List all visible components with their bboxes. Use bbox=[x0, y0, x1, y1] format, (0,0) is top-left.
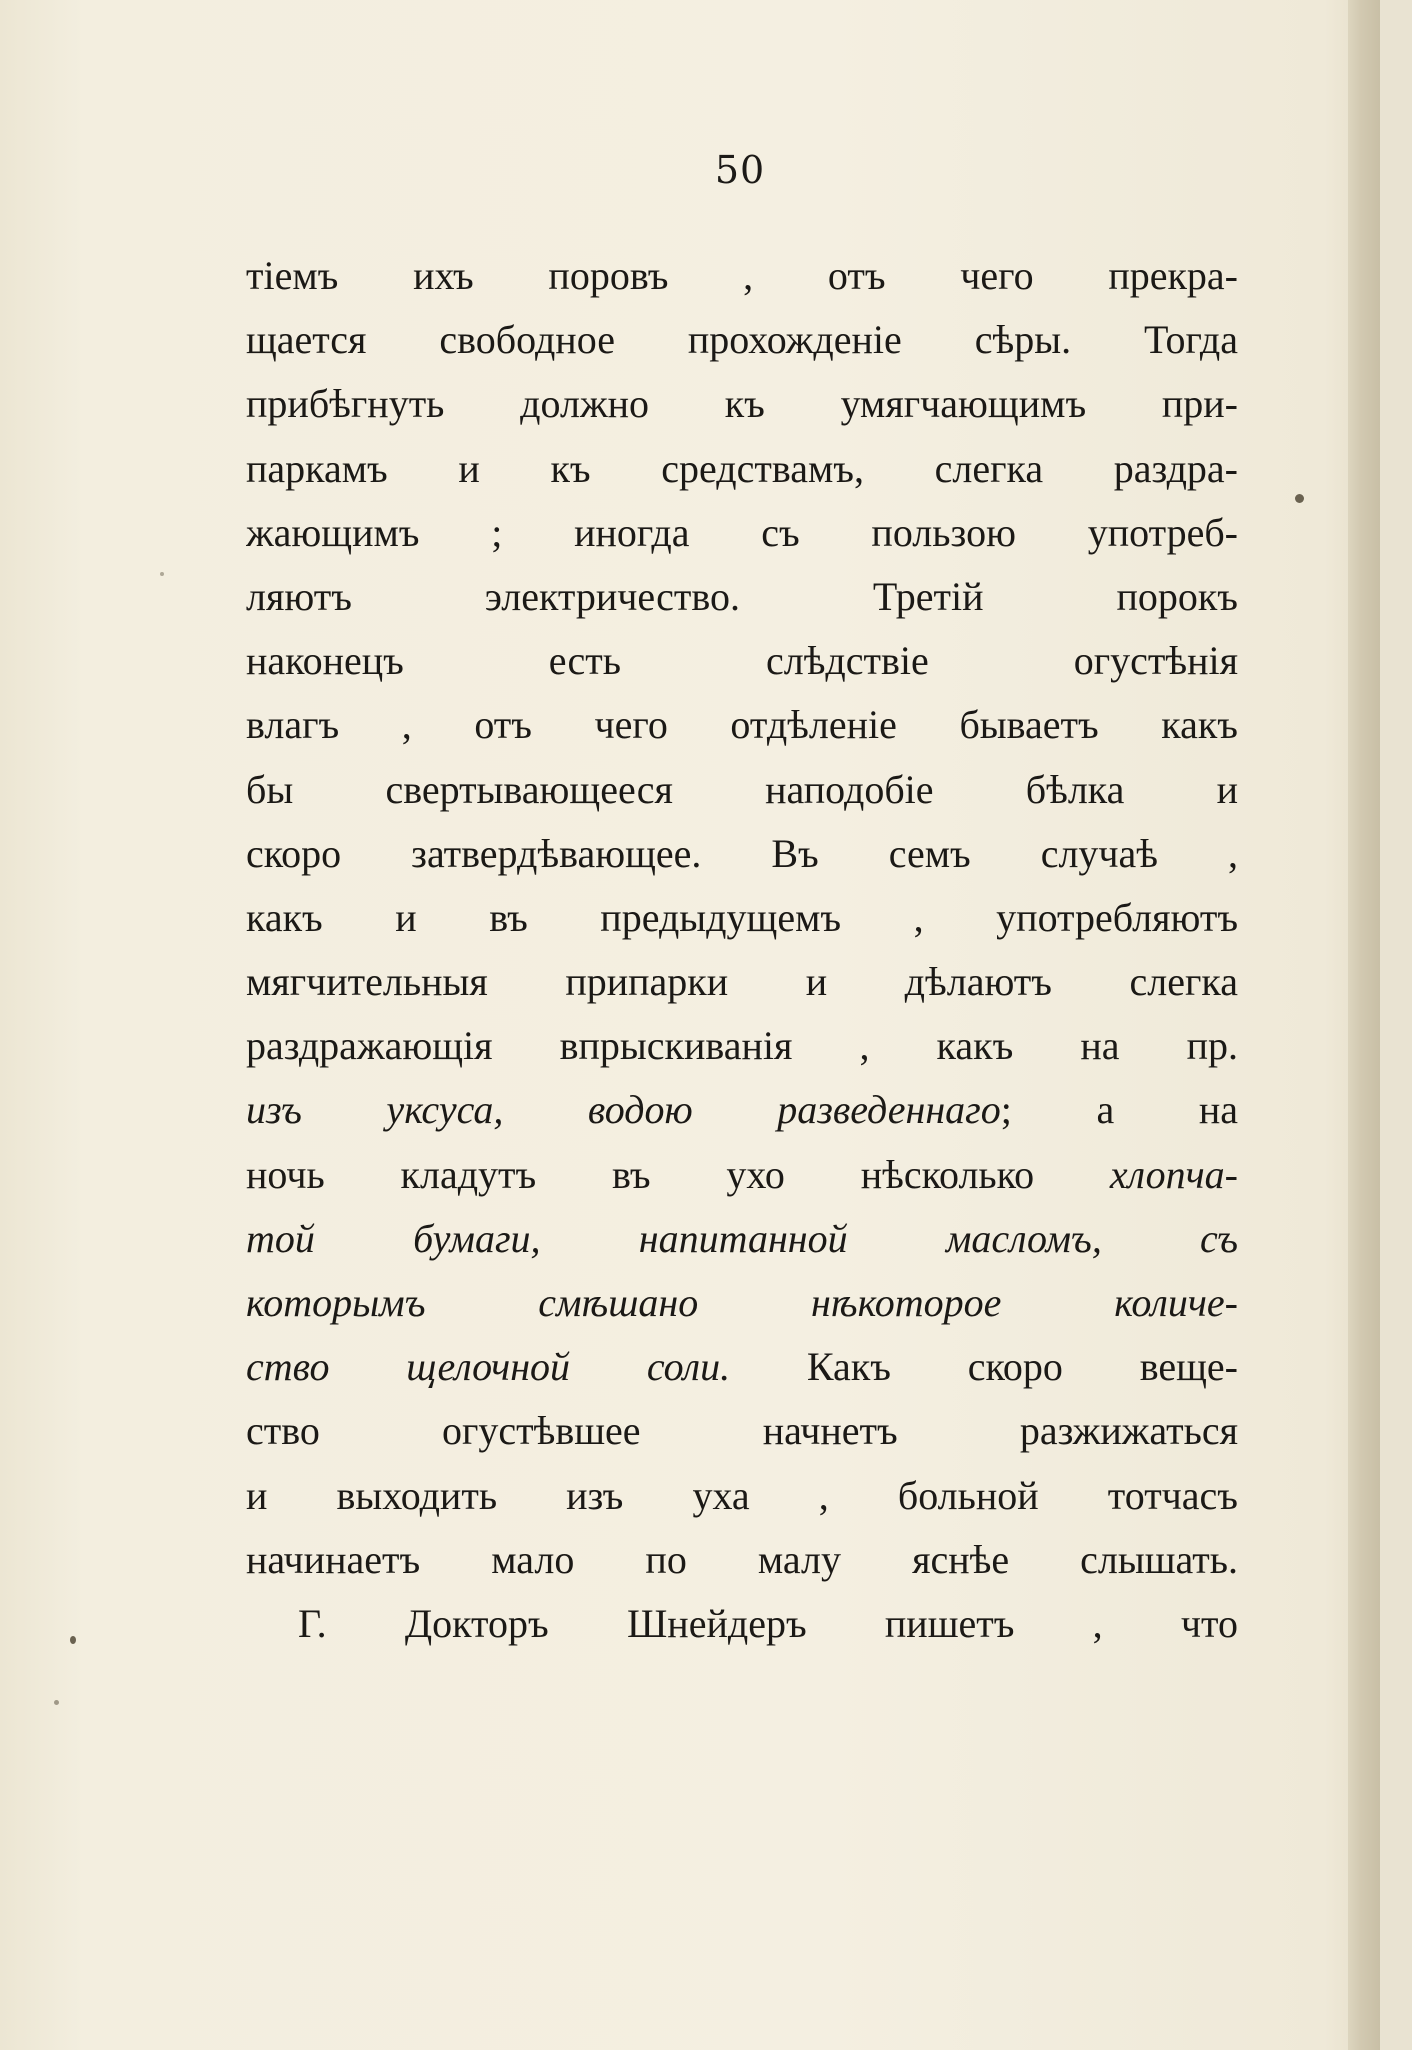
page-edge bbox=[1348, 0, 1380, 2050]
text-segment: бы свертывающееся наподобіе бѣлка и bbox=[246, 766, 1238, 812]
ink-speck bbox=[54, 1700, 59, 1705]
text-segment: Г. Докторъ Шнейдеръ пишетъ , что bbox=[298, 1600, 1238, 1646]
text-segment: влагъ , отъ чего отдѣленіе бываетъ какъ bbox=[246, 702, 1238, 748]
text-segment: щается свободное прохожденіе сѣры. Тогда bbox=[246, 317, 1238, 363]
text-segment: мягчительныя припарки и дѣлаютъ слегка bbox=[246, 959, 1238, 1005]
text-segment: ство огустѣвшее начнетъ разжижаться bbox=[246, 1408, 1238, 1454]
text-line bbox=[246, 244, 1238, 308]
text-segment: начинаетъ мало по малу яснѣе слышать. bbox=[246, 1536, 1238, 1582]
text-line bbox=[246, 1271, 1238, 1335]
text-line bbox=[246, 437, 1238, 501]
text-line bbox=[246, 308, 1238, 372]
text-line bbox=[246, 822, 1238, 886]
italic-text-segment: хлопча- bbox=[1109, 1151, 1238, 1197]
text-line bbox=[246, 1592, 1238, 1656]
text-segment: жающимъ ; иногда съ пользою употреб- bbox=[246, 509, 1238, 555]
text-line bbox=[246, 1014, 1238, 1078]
text-segment: прибѣгнуть должно къ умягчающимъ при- bbox=[246, 381, 1238, 427]
text-line bbox=[246, 1078, 1238, 1142]
text-segment: ночь кладутъ въ ухо нѣсколько bbox=[246, 1151, 1110, 1197]
text-line bbox=[246, 1528, 1238, 1592]
italic-text-segment: той бумаги, напитанной масломъ, съ bbox=[246, 1215, 1238, 1261]
text-line bbox=[246, 501, 1238, 565]
page-number: 50 bbox=[714, 148, 766, 192]
text-line bbox=[246, 372, 1238, 436]
italic-text-segment: которымъ смѣшано нѣкоторое количе- bbox=[246, 1280, 1238, 1325]
italic-text-segment: изъ уксуса, водою разведеннаго bbox=[246, 1087, 1001, 1133]
text-line bbox=[246, 1335, 1238, 1399]
text-segment: паркамъ и къ средствамъ, слегка раздра- bbox=[246, 445, 1238, 491]
text-line bbox=[246, 1399, 1238, 1463]
text-segment: раздражающія впрыскиванія , какъ на пр. bbox=[246, 1023, 1238, 1069]
text-line bbox=[246, 886, 1238, 950]
text-line bbox=[246, 565, 1238, 629]
body-text bbox=[246, 244, 1238, 1656]
text-segment: и выходить изъ уха , больной тотчасъ bbox=[246, 1472, 1238, 1518]
text-line bbox=[246, 1464, 1238, 1528]
text-line bbox=[246, 1207, 1238, 1271]
text-segment: скоро затвердѣвающее. Въ семъ случаѣ , bbox=[246, 830, 1238, 876]
text-segment: ляютъ электричество. Третій порокъ bbox=[246, 573, 1238, 619]
italic-text-segment: ство щелочной соли. bbox=[246, 1344, 731, 1390]
text-segment: ; а на bbox=[1000, 1087, 1238, 1133]
text-segment: наконецъ есть слѣдствіе огустѣнія bbox=[246, 638, 1238, 684]
text-segment: какъ и въ предыдущемъ , употребляютъ bbox=[246, 894, 1238, 940]
text-segment: Какъ скоро веще- bbox=[730, 1344, 1238, 1390]
text-line bbox=[246, 1143, 1238, 1207]
text-line bbox=[246, 758, 1238, 822]
text-line bbox=[246, 629, 1238, 693]
ink-speck bbox=[1295, 494, 1304, 503]
text-segment: тіемъ ихъ поровъ , отъ чего прекра- bbox=[246, 253, 1238, 298]
text-line bbox=[246, 950, 1238, 1014]
ink-speck bbox=[70, 1636, 76, 1644]
ink-speck bbox=[160, 572, 164, 576]
text-line bbox=[246, 693, 1238, 757]
